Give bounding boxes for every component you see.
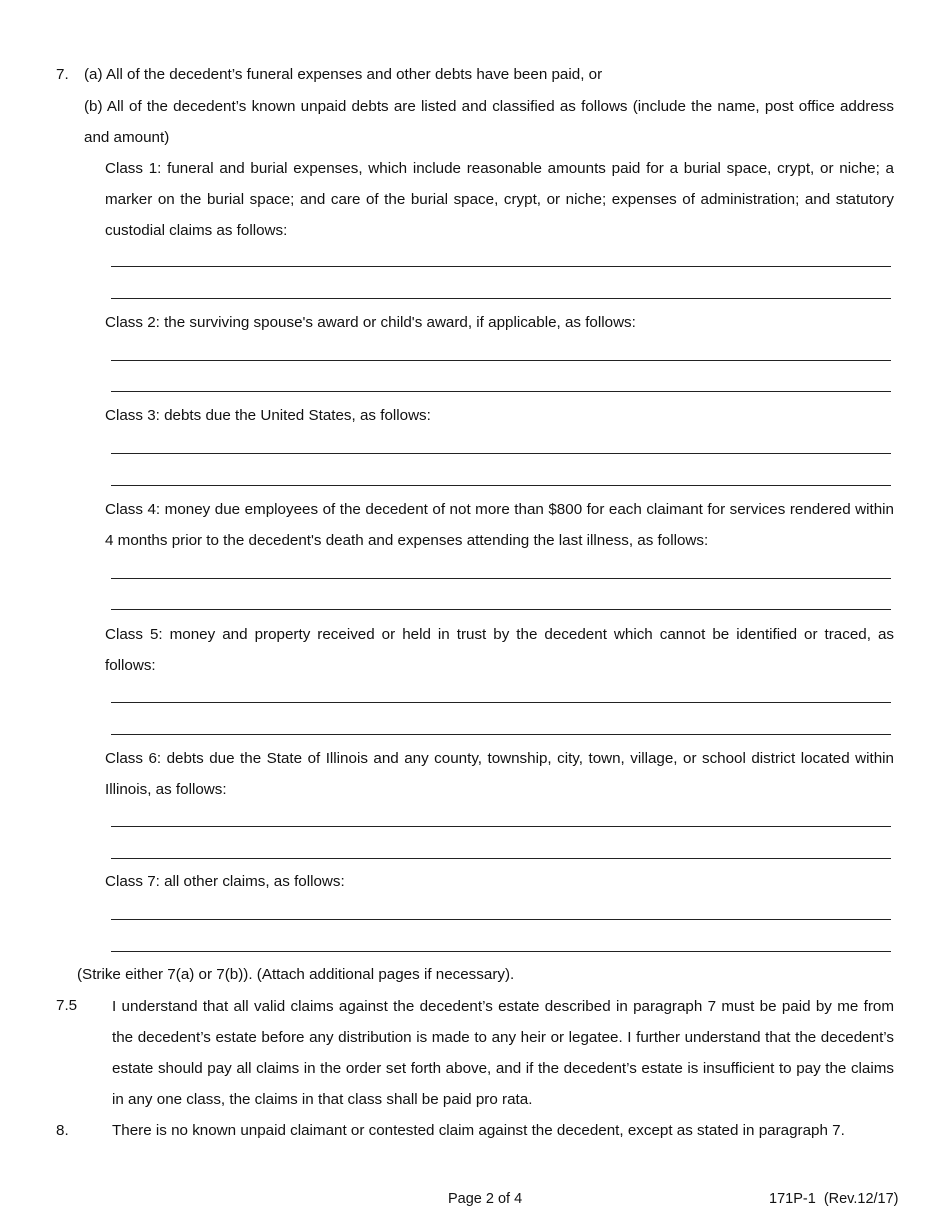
page-number: Page 2 of 4 [448, 1191, 523, 1207]
strike-note: (Strike either 7(a) or 7(b)). (Attach additional pages if necessary). [77, 966, 515, 983]
class-3-blank-line[interactable] [111, 485, 891, 486]
item-7-5-number: 7.5 [56, 997, 78, 1014]
class-4-blank-line[interactable] [111, 609, 891, 610]
class-2-blank-line[interactable] [111, 391, 891, 392]
class-5-text: Class 5: money and property received or held in trust by the decedent which cannot be identified or traced, as follows: [105, 626, 894, 674]
item-7-5-text: I understand that all valid claims against the decedent’s estate described in paragraph 7 must be paid by me from the decedent’s estate before any distribution is made to any heir or legatee. I further understand that the decedent’s estate should pay all claims in the order set forth above, and if the decedent’s estate is insufficient to pay the claims in any one class, the claims in that class shall be paid pro rata. [112, 998, 894, 1108]
item-8-number: 8. [56, 1122, 69, 1139]
class-2-blank-line[interactable] [111, 360, 891, 361]
item-8-text: There is no known unpaid claimant or contested claim against the decedent, except as stated in paragraph 7. [112, 1122, 845, 1139]
class-5-blank-line[interactable] [111, 702, 891, 703]
item-7a-text: (a) All of the decedent’s funeral expenses and other debts have been paid, or [84, 66, 603, 83]
class-2-text: Class 2: the surviving spouse's award or child's award, if applicable, as follows: [105, 314, 636, 331]
class-7-text: Class 7: all other claims, as follows: [105, 873, 345, 890]
class-6-blank-line[interactable] [111, 858, 891, 859]
class-4-text: Class 4: money due employees of the decedent of not more than $800 for each claimant for services rendered within 4 months prior to the decedent's death and expenses attending the last illness, as follows: [105, 501, 894, 549]
item-7-number: 7. [56, 66, 69, 83]
class-7-blank-line[interactable] [111, 919, 891, 920]
class-1-blank-line[interactable] [111, 266, 891, 267]
class-4-blank-line[interactable] [111, 578, 891, 579]
form-id: 171P-1 (Rev.12/17) [769, 1191, 899, 1207]
class-3-blank-line[interactable] [111, 453, 891, 454]
class-3-text: Class 3: debts due the United States, as follows: [105, 407, 431, 424]
class-7-blank-line[interactable] [111, 951, 891, 952]
class-6-text: Class 6: debts due the State of Illinois and any county, township, city, town, village, or school district located within Illinois, as follows: [105, 750, 894, 798]
item-7b-text: (b) All of the decedent’s known unpaid debts are listed and classified as follows (include the name, post office address and amount) [84, 98, 894, 146]
class-1-blank-line[interactable] [111, 298, 891, 299]
class-5-blank-line[interactable] [111, 734, 891, 735]
class-6-blank-line[interactable] [111, 826, 891, 827]
class-1-text: Class 1: funeral and burial expenses, which include reasonable amounts paid for a burial space, crypt, or niche; a marker on the burial space; and care of the burial space, crypt, or niche; expenses of administration; and statutory custodial claims as follows: [105, 160, 894, 239]
